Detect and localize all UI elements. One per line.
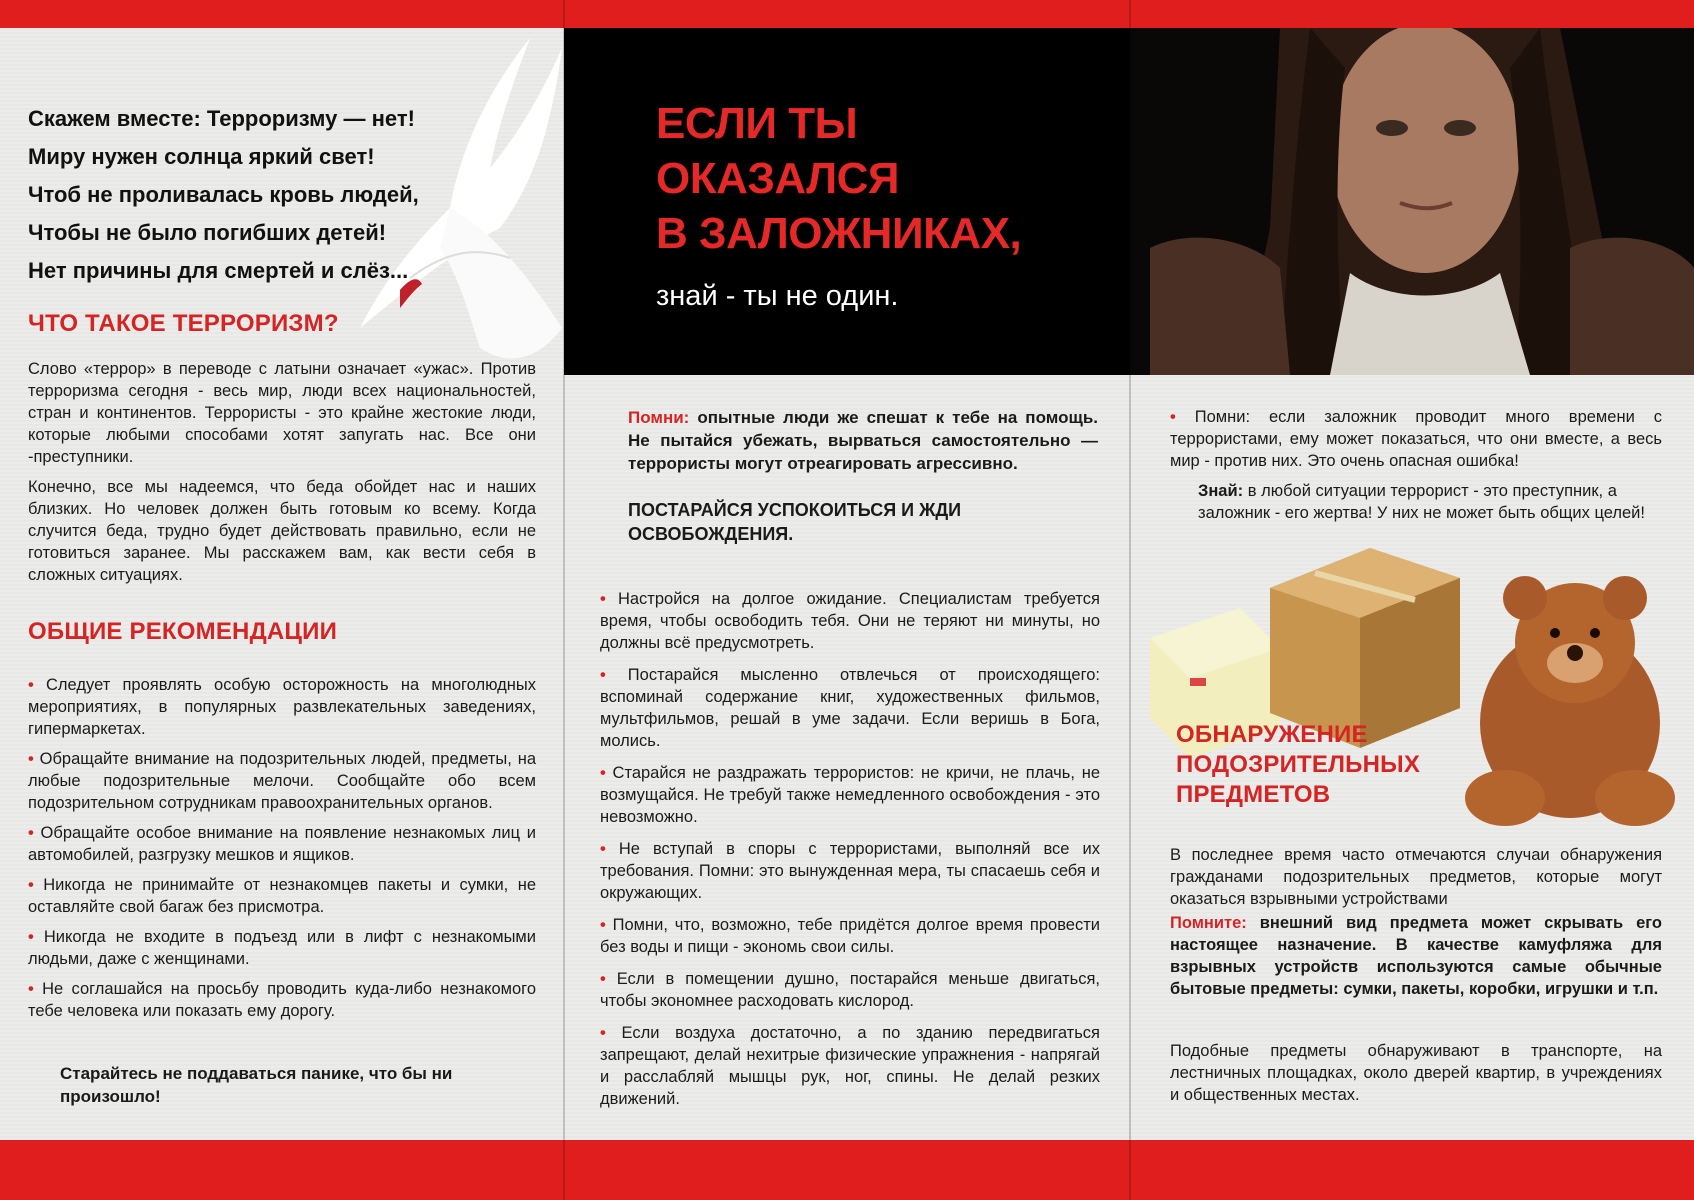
heading-what-is-terrorism: ЧТО ТАКОЕ ТЕРРОРИЗМ? xyxy=(28,310,339,337)
list-item: • Никогда не принимайте от незнакомцев пакеты и сумки, не оставляйте свой багаж без присмотра. xyxy=(28,876,536,916)
bullet-icon: • xyxy=(28,876,34,894)
poem-line: Нет причины для смертей и слёз... xyxy=(28,258,409,283)
hostage-tips-list xyxy=(600,588,1100,1120)
heading-line: ПРЕДМЕТОВ xyxy=(1176,781,1331,808)
bullet-icon: • xyxy=(600,1024,606,1042)
bullet-icon: • xyxy=(600,666,606,684)
frightened-girl-photo xyxy=(1130,28,1694,375)
bullet-icon: • xyxy=(600,970,606,988)
paragraph-preparation: Конечно, все мы надеемся, что беда обойдет нас и наших близких. Но человек должен быть готовым ко всему. Когда случится беда, трудно будет действовать правильно, если не готовиться заранее. Мы расскажем вам, как вести себя в сложных ситуациях. xyxy=(28,478,536,584)
bullet-icon: • xyxy=(28,928,34,946)
heading-suspicious-objects xyxy=(1176,720,1476,810)
list-item: • Никогда не входите в подъезд или в лифт с незнакомыми людьми, даже с женщинами. xyxy=(28,928,536,968)
list-item: • Старайся не раздражать террористов: не кричи, не плачь, не возмущайся. Не требуй также немедленного освобождения - это невозможно. xyxy=(600,764,1100,826)
panel-suspicious-objects xyxy=(1130,28,1694,1140)
calm-down-heading: ПОСТАРАЙСЯ УСПОКОИТЬСЯ И ЖДИ ОСВОБОЖДЕНИЯ. xyxy=(628,500,962,544)
remember-text: опытные люди же спешат к тебе на помощь. Не пытайся убежать, вырваться самостоятельно — террористы могут отреагировать агрессивно. xyxy=(628,408,1098,473)
fold-line xyxy=(563,0,565,1200)
list-item: • Если воздуха достаточно, а по зданию передвигаться запрещают, делай нехитрые физические упражнения - напрягай и расслабляй мышцы рук, ног, спины. Не делай резких движений. xyxy=(600,1024,1100,1108)
heading-general-recommendations: ОБЩИЕ РЕКОМЕНДАЦИИ xyxy=(28,618,338,645)
hostage-title xyxy=(656,96,1116,261)
remember-label: Помните: xyxy=(1170,914,1247,932)
bullet-icon: • xyxy=(1170,408,1176,426)
hostage-warning-paragraph: • Помни: если заложник проводит много времени с террористами, ему может показаться, что они вместе, а весь мир - против них. Это очень опасная ошибка! xyxy=(1170,408,1662,470)
bullet-icon: • xyxy=(28,750,34,768)
list-item: • Помни, что, возможно, тебе придётся долгое время провести без воды и пищи - экономь свои силы. xyxy=(600,916,1101,956)
panel-terrorism-info xyxy=(0,28,564,1140)
list-item: • Обращайте внимание на подозрительных людей, предметы, на любые подозрительные мелочи. Сообщайте обо всем подозрительном сотрудникам правоохранительных органов. xyxy=(28,750,536,812)
bullet-icon: • xyxy=(600,840,606,858)
remember-label: Помни: xyxy=(628,408,690,427)
fold-line xyxy=(1129,0,1131,1200)
poem-line: Чтоб не проливалась кровь людей, xyxy=(28,182,419,207)
heading-line: ОБНАРУЖЕНИЕ xyxy=(1176,721,1368,748)
poem xyxy=(28,100,488,290)
bullet-icon: • xyxy=(28,676,34,694)
panel-hostage-advice xyxy=(564,28,1130,1140)
bullet-icon: • xyxy=(600,590,606,608)
paragraph-definition: Слово «террор» в переводе с латыни означает «ужас». Против терроризма сегодня - весь мир, люди всех национальностей, стран и континентов. Террористы - это крайне жестокие люди, которые любыми способами хотят запугать нас. Все они -преступники. xyxy=(28,360,536,466)
recommendations-list xyxy=(28,674,536,1030)
list-item: • Обращайте особое внимание на появление незнакомых лиц и автомобилей, разгрузку мешков и ящиков. xyxy=(28,824,536,864)
list-item: • Не соглашайся на просьбу проводить куда-либо незнакомого тебе человека или показать ему дорогу. xyxy=(28,980,537,1020)
know-label: Знай: xyxy=(1198,482,1244,500)
know-text: в любой ситуации террорист - это преступник, а заложник - его жертва! У них не может быть общих целей! xyxy=(1198,482,1645,522)
closing-statement: Старайтесь не поддаваться панике, что бы ни произошло! xyxy=(60,1064,453,1106)
remember-paragraph xyxy=(628,406,1098,475)
list-item: • Настройся на долгое ожидание. Специалистам требуется время, чтобы освободить тебя. Они не теряют ни минуты, но должны всё предусмотреть. xyxy=(600,590,1100,652)
bullet-icon: • xyxy=(28,824,34,842)
top-red-band xyxy=(0,0,1694,28)
poem-line: Скажем вместе: Терроризму — нет! xyxy=(28,106,415,131)
bottom-red-band xyxy=(0,1140,1694,1200)
title-line: ОКАЗАЛСЯ xyxy=(656,154,900,203)
title-line: ЕСЛИ ТЫ xyxy=(656,99,858,148)
hostage-subtitle: знай - ты не один. xyxy=(656,280,899,312)
list-item: • Если в помещении душно, постарайся меньше двигаться, чтобы экономнее расходовать кислород. xyxy=(600,970,1100,1010)
poem-line: Чтобы не было погибших детей! xyxy=(28,220,387,245)
poem-line: Миру нужен солнца яркий свет! xyxy=(28,144,375,169)
paragraph-where-found: Подобные предметы обнаруживают в транспорте, на лестничных площадках, около дверей квартир, в учреждениях и общественных местах. xyxy=(1170,1042,1662,1104)
bullet-icon: • xyxy=(28,980,34,998)
remember-text: внешний вид предмета может скрывать его настоящее назначение. В качестве камуфляжа для взрывных устройств используются самые обычные бытовые предметы: сумки, пакеты, коробки, игрушки и т.п. xyxy=(1170,914,1662,998)
list-item: • Не вступай в споры с террористами, выполняй все их требования. Помни: это вынужденная мера, ты спасаешь себя и окружающих. xyxy=(600,840,1100,902)
title-line: В ЗАЛОЖНИКАХ, xyxy=(656,209,1022,258)
list-item: • Постарайся мысленно отвлечься от происходящего: вспоминай содержание книг, художественных фильмов, мультфильмов, решай в уме задачи. Если веришь в Бога, молись. xyxy=(600,666,1100,750)
bullet-icon: • xyxy=(600,764,606,782)
bullet-icon: • xyxy=(600,916,606,934)
list-item: • Следует проявлять особую осторожность на многолюдных мероприятиях, в популярных развлекательных заведениях, гипермаркетах. xyxy=(28,676,536,738)
know-paragraph xyxy=(1198,480,1660,524)
paragraph-recent-cases: В последнее время часто отмечаются случаи обнаружения гражданами подозрительных предметов, которые могут оказаться взрывными устройствами xyxy=(1170,846,1662,908)
heading-line: ПОДОЗРИТЕЛЬНЫХ xyxy=(1176,751,1421,778)
remember-camouflage-paragraph xyxy=(1170,912,1662,1000)
